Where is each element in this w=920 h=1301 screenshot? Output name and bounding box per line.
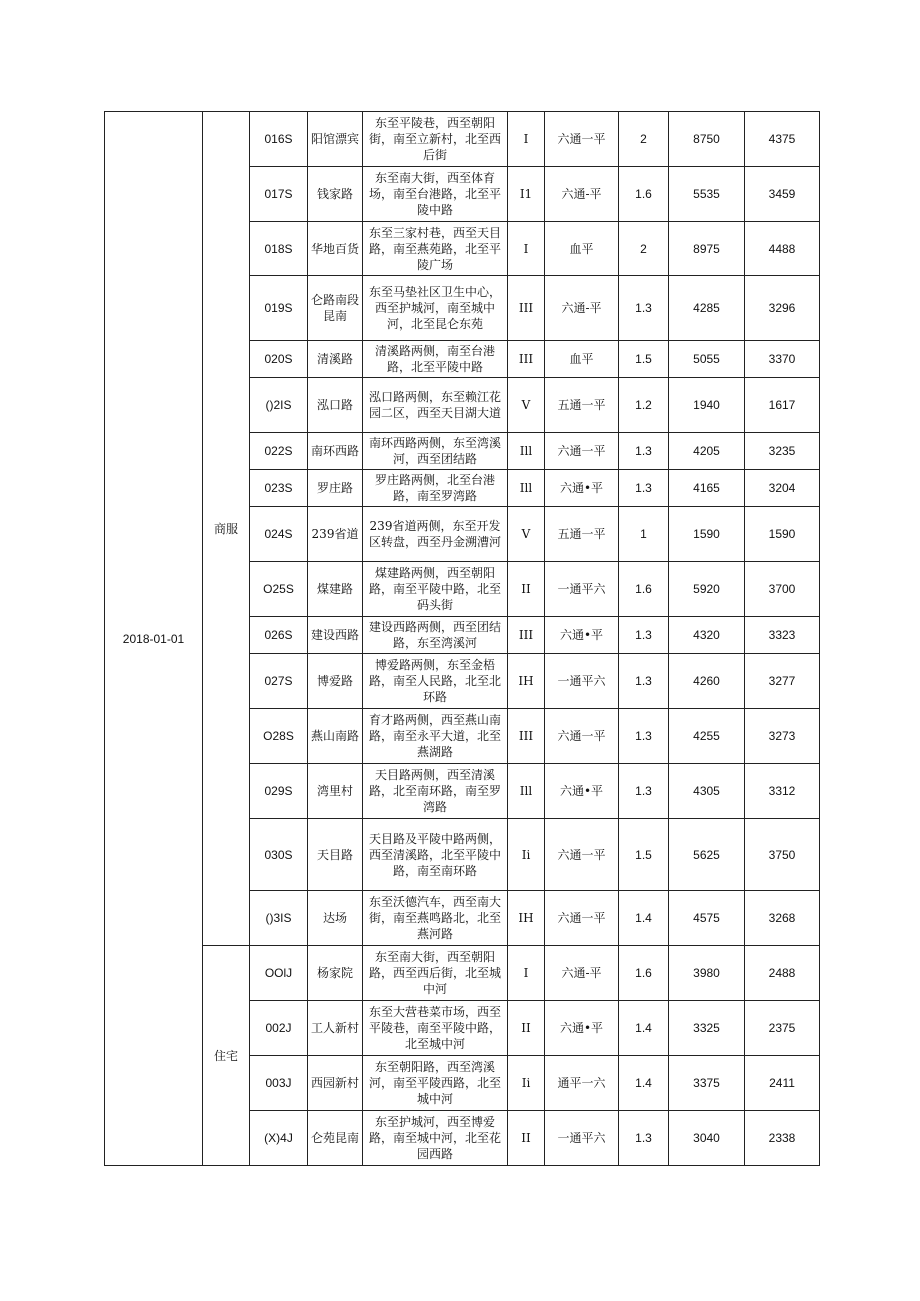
infrastructure: 六通•平: [545, 764, 619, 819]
land-grade: I: [508, 946, 545, 1001]
plot-ratio: 1.3: [619, 654, 669, 709]
plot-ratio: 1.3: [619, 617, 669, 654]
parcel-name: 达场: [308, 891, 363, 946]
infrastructure: 通平一六: [545, 1056, 619, 1111]
land-price: 3273: [745, 709, 820, 764]
parcel-range: 南环西路两侧，东至湾溪河，西至团结路: [363, 433, 508, 470]
infrastructure: 六通一平: [545, 112, 619, 167]
parcel-name: 湾里村: [308, 764, 363, 819]
infrastructure: 六通•平: [545, 470, 619, 507]
land-price: 3700: [745, 562, 820, 617]
parcel-code: 030S: [250, 819, 308, 891]
parcel-range: 东至沃德汽车，西至南大街，南至燕鸣路北，北至燕河路: [363, 891, 508, 946]
parcel-code: 003J: [250, 1056, 308, 1111]
parcel-code: 027S: [250, 654, 308, 709]
parcel-range: 煤建路两侧，西至朝阳路，南至平陵中路，北至码头街: [363, 562, 508, 617]
parcel-range: 罗庄路两侧，北至台港路，南至罗湾路: [363, 470, 508, 507]
land-price: 3459: [745, 167, 820, 222]
parcel-code: 018S: [250, 222, 308, 276]
floor-price: 4320: [669, 617, 745, 654]
parcel-name: 煤建路: [308, 562, 363, 617]
land-grade: III: [508, 709, 545, 764]
parcel-code: 020S: [250, 341, 308, 378]
land-grade: Ill: [508, 433, 545, 470]
table-body: [105, 112, 820, 1166]
floor-price: 1940: [669, 378, 745, 433]
infrastructure: 六通-平: [545, 167, 619, 222]
parcel-name: 博爱路: [308, 654, 363, 709]
plot-ratio: 1.3: [619, 470, 669, 507]
parcel-name: 仑路南段昆南: [308, 276, 363, 341]
infrastructure: 六通一平: [545, 819, 619, 891]
infrastructure: 五通一平: [545, 378, 619, 433]
land-grade: IH: [508, 654, 545, 709]
land-grade: Ii: [508, 819, 545, 891]
floor-price: 4285: [669, 276, 745, 341]
parcel-name: 工人新村: [308, 1001, 363, 1056]
floor-price: 5055: [669, 341, 745, 378]
parcel-code: 026S: [250, 617, 308, 654]
land-price: 3268: [745, 891, 820, 946]
floor-price: 1590: [669, 507, 745, 562]
infrastructure: 血平: [545, 341, 619, 378]
parcel-code: 024S: [250, 507, 308, 562]
infrastructure: 一通平六: [545, 1111, 619, 1166]
infrastructure: 六通-平: [545, 946, 619, 1001]
parcel-range: 东至南大街，西至朝阳路，西至西后街，北至城中河: [363, 946, 508, 1001]
infrastructure: 一通平六: [545, 562, 619, 617]
parcel-code: ()2IS: [250, 378, 308, 433]
floor-price: 4575: [669, 891, 745, 946]
floor-price: 4305: [669, 764, 745, 819]
plot-ratio: 2: [619, 222, 669, 276]
parcel-range: 清溪路两侧，南至台港路，北至平陵中路: [363, 341, 508, 378]
land-price: 1590: [745, 507, 820, 562]
parcel-range: 博爱路两侧，东至金梧路，南至人民路，北至北环路: [363, 654, 508, 709]
parcel-code: 023S: [250, 470, 308, 507]
parcel-code: O25S: [250, 562, 308, 617]
parcel-code: ()3IS: [250, 891, 308, 946]
land-grade: V: [508, 378, 545, 433]
infrastructure: 六通•平: [545, 617, 619, 654]
parcel-range: 育才路两侧，西至燕山南路，南至永平大道，北至燕湖路: [363, 709, 508, 764]
parcel-name: 罗庄路: [308, 470, 363, 507]
infrastructure: 血平: [545, 222, 619, 276]
plot-ratio: 1.5: [619, 341, 669, 378]
land-grade: II: [508, 562, 545, 617]
infrastructure: 五通一平: [545, 507, 619, 562]
parcel-code: O28S: [250, 709, 308, 764]
land-price: 3296: [745, 276, 820, 341]
floor-price: 3375: [669, 1056, 745, 1111]
land-grade: III: [508, 617, 545, 654]
floor-price: 4205: [669, 433, 745, 470]
floor-price: 8975: [669, 222, 745, 276]
floor-price: 4255: [669, 709, 745, 764]
infrastructure: 六通•平: [545, 1001, 619, 1056]
parcel-name: 南环西路: [308, 433, 363, 470]
infrastructure: 六通-平: [545, 276, 619, 341]
plot-ratio: 1.4: [619, 1056, 669, 1111]
table-row: [105, 946, 820, 1001]
parcel-name: 阳馆漂宾: [308, 112, 363, 167]
land-grade: II: [508, 1111, 545, 1166]
parcel-name: 239省道: [308, 507, 363, 562]
land-price: 3750: [745, 819, 820, 891]
land-grade: III: [508, 341, 545, 378]
plot-ratio: 1.4: [619, 1001, 669, 1056]
infrastructure: 六通一平: [545, 433, 619, 470]
parcel-name: 西园新村: [308, 1056, 363, 1111]
floor-price: 5535: [669, 167, 745, 222]
land-grade: I: [508, 112, 545, 167]
plot-ratio: 1.3: [619, 764, 669, 819]
parcel-code: (X)4J: [250, 1111, 308, 1166]
land-price: 3323: [745, 617, 820, 654]
land-price: 2375: [745, 1001, 820, 1056]
parcel-code: 017S: [250, 167, 308, 222]
land-grade: III: [508, 276, 545, 341]
parcel-name: 华地百货: [308, 222, 363, 276]
plot-ratio: 1.5: [619, 819, 669, 891]
parcel-code: OOlJ: [250, 946, 308, 1001]
plot-ratio: 1.4: [619, 891, 669, 946]
parcel-range: 东至护城河，西至博爱路，南至城中河，北至花园西路: [363, 1111, 508, 1166]
plot-ratio: 1.3: [619, 1111, 669, 1166]
parcel-range: 东至平陵巷，西至朝阳街，南至立新村，北至西后街: [363, 112, 508, 167]
plot-ratio: 2: [619, 112, 669, 167]
parcel-range: 239省道两侧，东至开发区转盘，西至丹金溯漕河: [363, 507, 508, 562]
parcel-name: 天目路: [308, 819, 363, 891]
land-price: 3370: [745, 341, 820, 378]
parcel-range: 东至大营巷菜市场，西至平陵巷，南至平陵中路，北至城中河: [363, 1001, 508, 1056]
parcel-name: 钱家路: [308, 167, 363, 222]
parcel-name: 杨家院: [308, 946, 363, 1001]
infrastructure: 六通一平: [545, 709, 619, 764]
plot-ratio: 1.3: [619, 276, 669, 341]
infrastructure: 六通一平: [545, 891, 619, 946]
land-price: 4375: [745, 112, 820, 167]
land-grade: V: [508, 507, 545, 562]
parcel-range: 天目路两侧，西至清溪路，北至南环路，南至罗湾路: [363, 764, 508, 819]
floor-price: 4260: [669, 654, 745, 709]
parcel-code: 019S: [250, 276, 308, 341]
plot-ratio: 1.6: [619, 946, 669, 1001]
land-price: 2488: [745, 946, 820, 1001]
parcel-name: 燕山南路: [308, 709, 363, 764]
parcel-code: 016S: [250, 112, 308, 167]
land-grade: II: [508, 1001, 545, 1056]
land-price: 1617: [745, 378, 820, 433]
land-grade: Ii: [508, 1056, 545, 1111]
parcel-range: 东至朝阳路，西至湾溪河，南至平陵西路，北至城中河: [363, 1056, 508, 1111]
land-price: 2338: [745, 1111, 820, 1166]
parcel-range: 东至三家村巷，西至天目路，南至燕苑路，北至平陵广场: [363, 222, 508, 276]
parcel-name: 泓口路: [308, 378, 363, 433]
parcel-name: 建设西路: [308, 617, 363, 654]
parcel-range: 泓口路两侧，东至赖江花园二区，西至天目湖大道: [363, 378, 508, 433]
table-row: [105, 112, 820, 167]
land-price: 2411: [745, 1056, 820, 1111]
land-price: 4488: [745, 222, 820, 276]
floor-price: 3040: [669, 1111, 745, 1166]
land-price: 3312: [745, 764, 820, 819]
plot-ratio: 1.6: [619, 562, 669, 617]
land-grade: IH: [508, 891, 545, 946]
floor-price: 3325: [669, 1001, 745, 1056]
parcel-range: 东至马垫社区卫生中心，西至护城河，南至城中河，北至昆仑东苑: [363, 276, 508, 341]
parcel-code: 002J: [250, 1001, 308, 1056]
parcel-name: 仑苑昆南: [308, 1111, 363, 1166]
category-commercial: 商服: [203, 112, 250, 946]
parcel-name: 清溪路: [308, 341, 363, 378]
floor-price: 8750: [669, 112, 745, 167]
category-residential: 住宅: [203, 946, 250, 1166]
land-grade: Ill: [508, 470, 545, 507]
land-price: 3235: [745, 433, 820, 470]
land-grade: Ill: [508, 764, 545, 819]
parcel-range: 东至南大街，西至体育场，南至台港路，北至平陵中路: [363, 167, 508, 222]
land-price-table: [104, 111, 820, 1166]
parcel-range: 建设西路两侧，西至团结路，东至湾溪河: [363, 617, 508, 654]
plot-ratio: 1.6: [619, 167, 669, 222]
plot-ratio: 1.2: [619, 378, 669, 433]
plot-ratio: 1: [619, 507, 669, 562]
parcel-range: 天目路及平陵中路两侧，西至清溪路，北至平陵中路，南至南环路: [363, 819, 508, 891]
parcel-code: 029S: [250, 764, 308, 819]
floor-price: 3980: [669, 946, 745, 1001]
land-grade: I1: [508, 167, 545, 222]
plot-ratio: 1.3: [619, 433, 669, 470]
land-price: 3204: [745, 470, 820, 507]
land-grade: I: [508, 222, 545, 276]
valuation-date: 2018-01-01: [105, 112, 203, 1166]
floor-price: 5920: [669, 562, 745, 617]
floor-price: 5625: [669, 819, 745, 891]
land-price: 3277: [745, 654, 820, 709]
infrastructure: 一通平六: [545, 654, 619, 709]
plot-ratio: 1.3: [619, 709, 669, 764]
floor-price: 4165: [669, 470, 745, 507]
parcel-code: 022S: [250, 433, 308, 470]
